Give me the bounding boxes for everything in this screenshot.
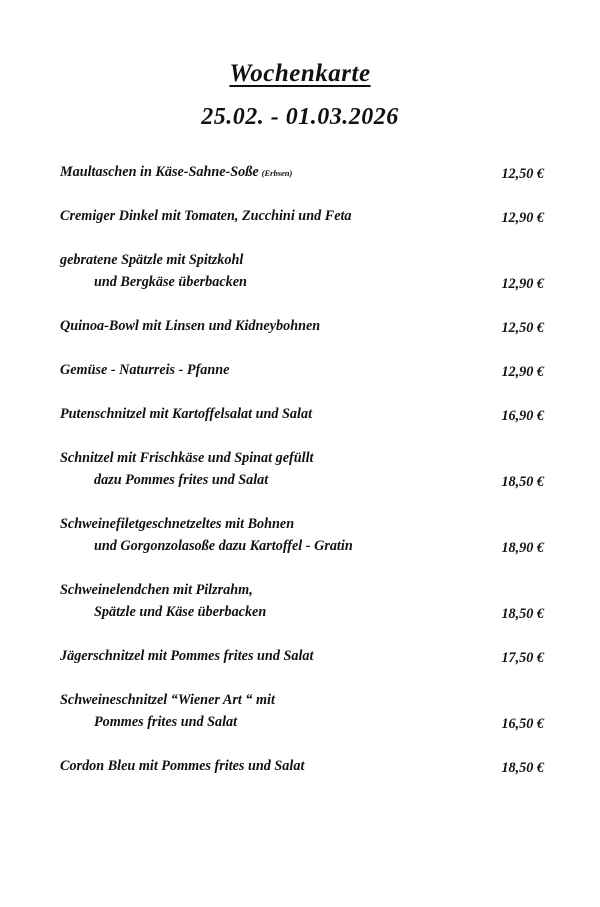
menu-item-name-line1: Schnitzel mit Frischkäse und Spinat gefüllt bbox=[60, 450, 314, 466]
menu-item-price: 12,90 € bbox=[501, 276, 544, 292]
menu-item-name-line1: Gemüse - Naturreis - Pfanne bbox=[60, 362, 230, 378]
menu-item-price: 18,50 € bbox=[501, 474, 544, 490]
menu-item-price: 16,90 € bbox=[501, 408, 544, 424]
menu-item-price: 12,90 € bbox=[501, 364, 544, 380]
menu-item-name-line1: Schweineschnitzel “Wiener Art “ mit bbox=[60, 692, 275, 708]
menu-item bbox=[60, 447, 544, 491]
menu-item-name bbox=[60, 403, 312, 425]
menu-item-price: 12,50 € bbox=[501, 320, 544, 336]
menu-item-name bbox=[60, 755, 304, 777]
menu-item-name bbox=[60, 161, 292, 183]
menu-item-name-line1: Cordon Bleu mit Pommes frites und Salat bbox=[60, 758, 305, 774]
menu-item-name bbox=[60, 249, 247, 293]
menu-item-name-line1: Quinoa-Bowl mit Linsen und Kidneybohnen bbox=[60, 318, 321, 334]
menu-item-name-line1: Cremiger Dinkel mit Tomaten, Zucchini und Feta bbox=[60, 208, 352, 224]
menu-item-price: 18,90 € bbox=[501, 540, 544, 556]
menu-item-name-line1: Putenschnitzel mit Kartoffelsalat und Salat bbox=[60, 406, 313, 422]
menu-item bbox=[60, 645, 544, 667]
menu-item-price: 12,90 € bbox=[501, 210, 544, 226]
menu-item bbox=[60, 755, 544, 777]
menu-item-name-line1: Schweinefiletgeschnetzeltes mit Bohnen bbox=[60, 516, 295, 532]
menu-item bbox=[60, 513, 544, 557]
menu-item bbox=[60, 579, 544, 623]
menu-item-name-line1: Jägerschnitzel mit Pommes frites und Salat bbox=[60, 648, 314, 664]
menu-item bbox=[60, 249, 544, 293]
menu-item-name bbox=[60, 205, 352, 227]
menu-item-name bbox=[60, 513, 353, 557]
menu-item-price: 12,50 € bbox=[501, 166, 544, 182]
menu-page bbox=[0, 60, 600, 907]
menu-item-name-line2: Pommes frites und Salat bbox=[94, 714, 238, 730]
menu-item bbox=[60, 315, 544, 337]
menu-item-name-line1: gebratene Spätzle mit Spitzkohl bbox=[60, 252, 244, 268]
menu-item bbox=[60, 403, 544, 425]
menu-item-name-line2: Spätzle und Käse überbacken bbox=[94, 604, 267, 620]
menu-item-name-line1: Maultaschen in Käse-Sahne-Soße bbox=[60, 164, 259, 180]
menu-item bbox=[60, 689, 544, 733]
menu-item bbox=[60, 359, 544, 381]
menu-item-price: 17,50 € bbox=[501, 650, 544, 666]
menu-item-price: 18,50 € bbox=[501, 760, 544, 776]
menu-item-price: 16,50 € bbox=[501, 716, 544, 732]
date-range: 25.02. - 01.03.2026 bbox=[201, 104, 399, 130]
menu-item-note: (Erbsen) bbox=[261, 168, 293, 178]
menu-item-name bbox=[60, 645, 313, 667]
menu-item-name-line1: Schweinelendchen mit Pilzrahm, bbox=[60, 582, 253, 598]
menu-item-name-line2: und Bergkäse überbacken bbox=[94, 274, 247, 290]
menu-item-name bbox=[60, 359, 229, 381]
menu-item-name-line2: dazu Pommes frites und Salat bbox=[94, 472, 269, 488]
menu-list bbox=[0, 161, 600, 777]
menu-item-name bbox=[60, 579, 266, 623]
menu-item bbox=[60, 205, 544, 227]
menu-item-name bbox=[60, 689, 275, 733]
menu-item-name bbox=[60, 447, 313, 491]
menu-item-name bbox=[60, 315, 320, 337]
menu-item-price: 18,50 € bbox=[501, 606, 544, 622]
menu-item bbox=[60, 161, 544, 183]
menu-item-name-line2: und Gorgonzolasoße dazu Kartoffel - Gratin bbox=[94, 538, 353, 554]
page-title: Wochenkarte bbox=[229, 60, 371, 87]
